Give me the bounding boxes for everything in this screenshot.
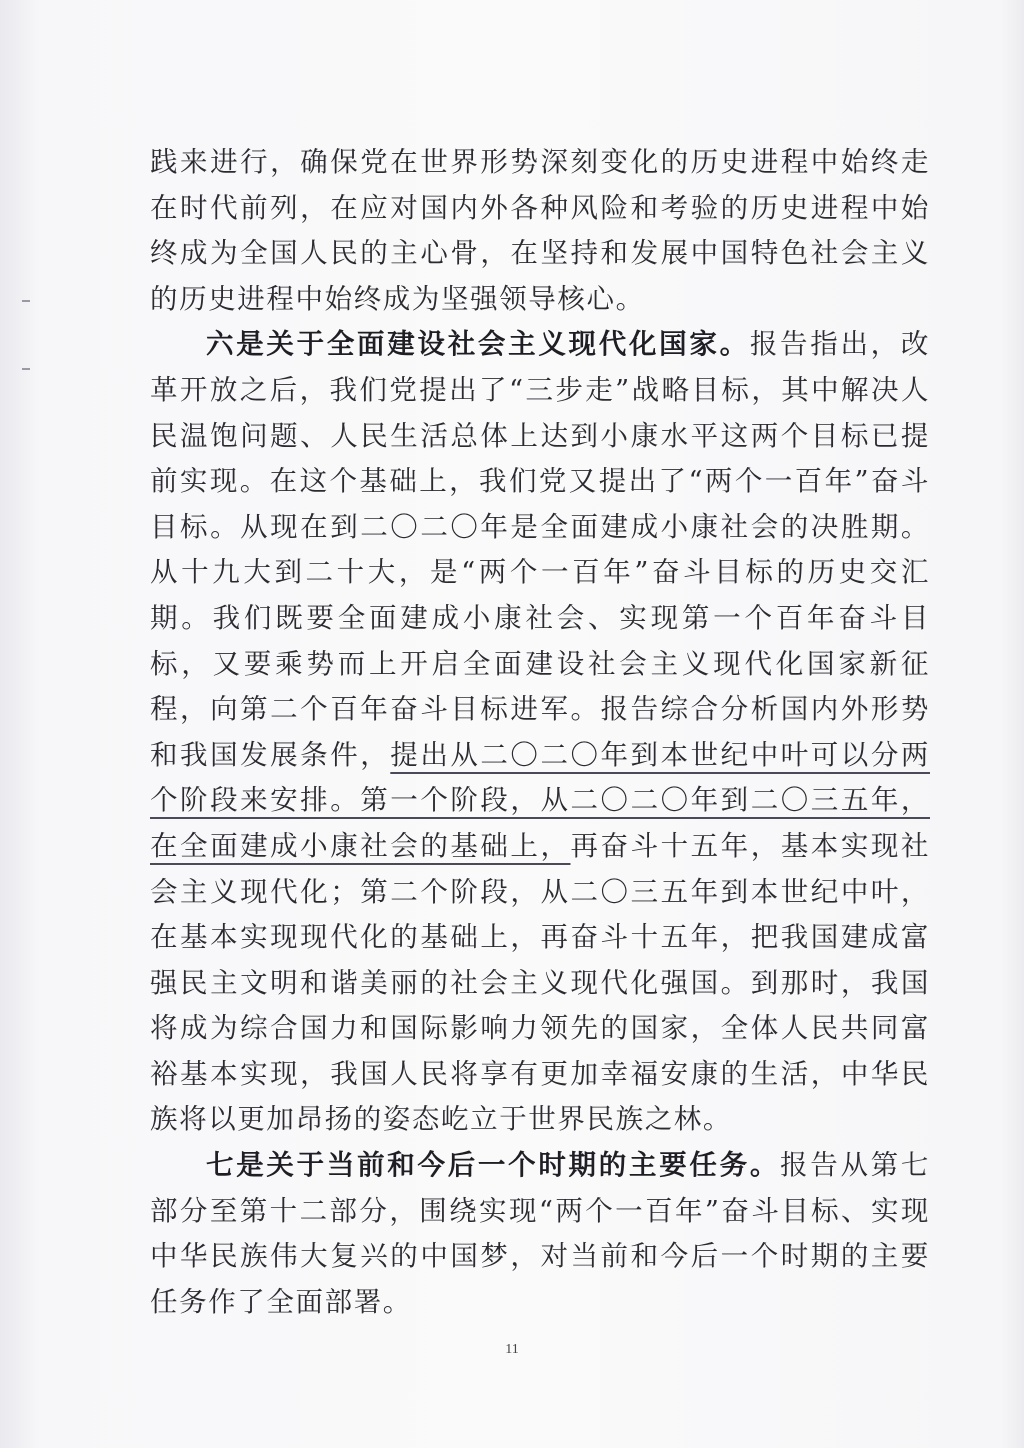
paragraph-seven xyxy=(150,1143,930,1325)
binding-mark xyxy=(22,300,30,302)
body-text xyxy=(150,140,930,1325)
page-number: 11 xyxy=(505,1342,519,1357)
paragraph-text: 再奋斗十五年，基本实现社会主义现代化；第二个阶段，从二〇三五年到本世纪中叶，在基本实现现代化的基础上，再奋斗十五年，把我国建成富强民主文明和谐美丽的社会主义现代化强国。到那时，我国将成为综合国力和国际影响力领先的国家，全体人民共同富裕基本实现，我国人民将享有更加幸福安康的生活，中华民族将以更加昂扬的姿态屹立于世界民族之林。 xyxy=(150,829,930,1136)
binding-mark xyxy=(22,368,30,370)
paragraph-text: 报告指出，改革开放之后，我们党提出了“三步走”战略目标，其中解决人民温饱问题、人民生活总体上达到小康水平这两个目标已提前实现。在这个基础上，我们党又提出了“两个一百年”奋斗目标。从现在到二〇二〇年是全面建成小康社会的决胜期。从十九大到二十大，是“两个一百年”奋斗目标的历史交汇期。我们既要全面建成小康社会、实现第一个百年奋斗目标，又要乘势而上开启全面建设社会主义现代化国家新征程，向第二个百年奋斗目标进军。报告综合分析国内外形势和我国发展条件， xyxy=(150,328,930,771)
paragraph-heading: 六是关于全面建设社会主义现代化国家。 xyxy=(206,328,750,361)
paragraph-heading: 七是关于当前和今后一个时期的主要任务。 xyxy=(206,1149,781,1182)
underlined-text: 提出从二〇二〇年到本世纪中叶可以分两个阶段来安排。第一个阶段，从二〇二〇年到二〇三五年，在全面建成小康社会的基础上， xyxy=(150,738,930,862)
paragraph-six xyxy=(150,322,930,1143)
paragraph-continuation xyxy=(150,140,930,322)
paragraph-text: 报告从第七部分至第十二部分，围绕实现“两个一百年”奋斗目标、实现中华民族伟大复兴的中国梦，对当前和今后一个时期的主要任务作了全面部署。 xyxy=(150,1149,930,1318)
paragraph-text: 践来进行，确保党在世界形势深刻变化的历史进程中始终走在时代前列，在应对国内外各种风险和考验的历史进程中始终成为全国人民的主心骨，在坚持和发展中国特色社会主义的历史进程中始终成为坚强领导核心。 xyxy=(150,146,930,315)
